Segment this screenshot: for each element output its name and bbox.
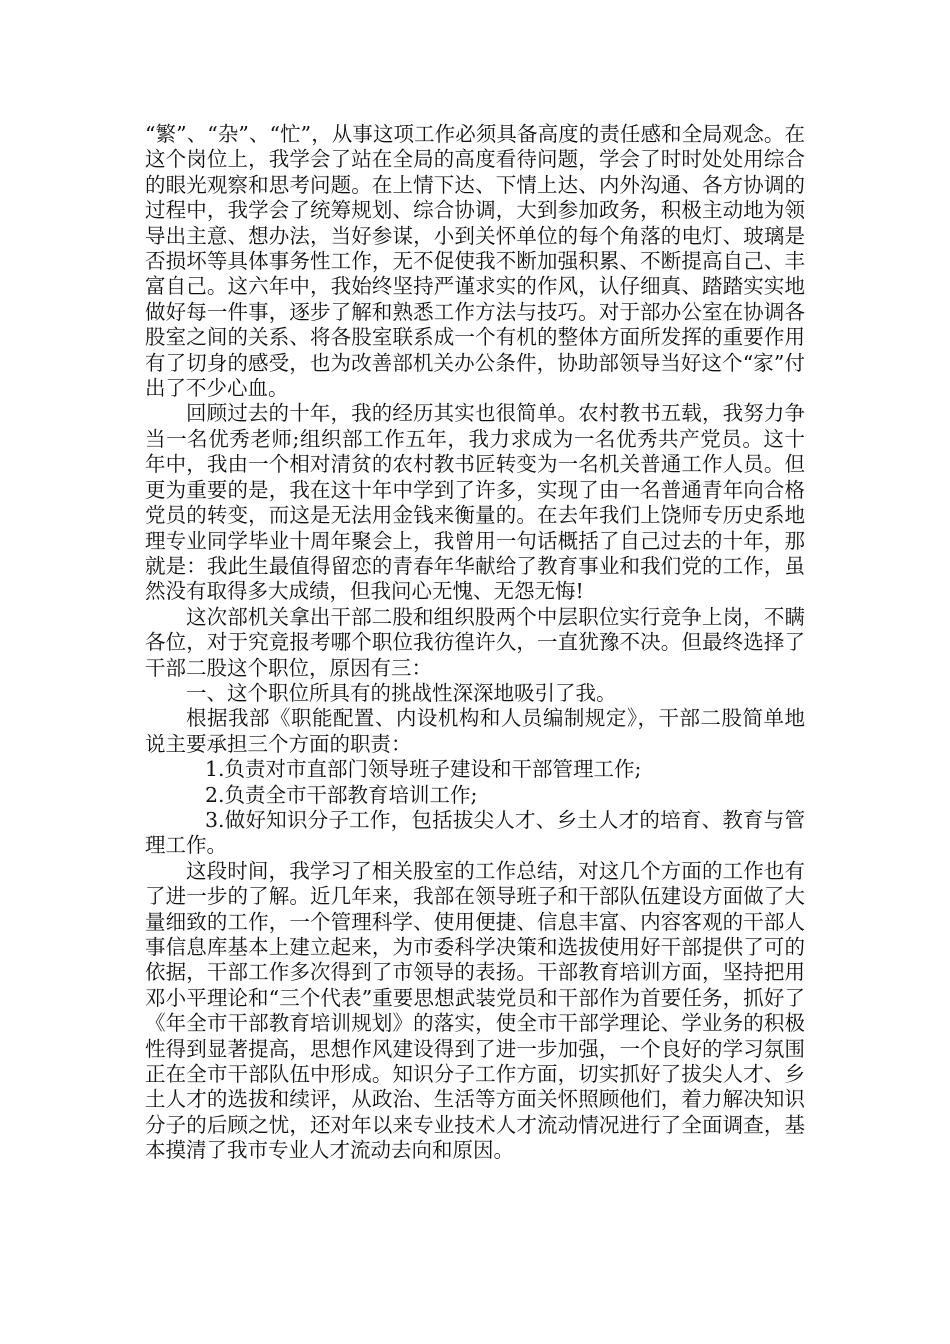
paragraph-office-duties: “繁”、“杂”、“忙”，从事这项工作必须具备高度的责任感和全局观念。在这个岗位上，我学会了站在全局的高度看待问题，学会了时时处处用综合的眼光观察和思考问题。在上情下达、下情上达、内外沟通、各方协调的过程中，我学会了统筹规划、综合协调，大到参加政务，积极主动地为领导出主意、想办法，当好参谋，小到关怀单位的每个角落的电灯、玻璃是否损坏等具体事务性工作，无不促使我不断加强积累、不断提高自己、丰富自己。这六年中，我始终坚持严谨求实的作风，认仔细真、踏踏实实地做好每一件事，逐步了解和熟悉工作方法与技巧。对于部办公室在协调各股室之间的关系、将各股室联系成一个有机的整体方面所发挥的重要作用有了切身的感受，也为改善部机关办公条件，协助部领导当好这个“家”付出了不少心血。 [145,122,805,401]
list-item-duty-1: 1.负责对市直部门领导班子建设和干部管理工作; [205,757,642,782]
paragraph-competition-intro: 这次部机关拿出干部二股和组织股两个中层职位实行竞争上岗，不瞒各位，对于究竟报考哪个职位我彷徨许久，一直犹豫不决。但最终选择了干部二股这个职位，原因有三： [145,604,805,680]
paragraph-duties-intro: 根据我部《职能配置、内设机构和人员编制规定》，干部二股简单地说主要承担三个方面的职责： [145,706,805,756]
paragraph-reason-one-heading: 一、这个职位所具有的挑战性深深地吸引了我。 [186,680,617,705]
list-item-duty-3: 3.做好知识分子工作，包括拔尖人才、乡土人才的培育、教育与管理工作。 [145,807,805,858]
paragraph-work-review: 这段时间，我学习了相关股室的工作总结，对这几个方面的工作也有了进一步的了解。近几年来，我部在领导班子和干部队伍建设方面做了大量细致的工作，一个管理科学、使用便捷、信息丰富、内容客观的干部人事信息库基本上建立起来，为市委科学决策和选拔使用好干部提供了可的依据，干部工作多次得到了市领导的表扬。干部教育培训方面，坚持把用邓小平理论和“三个代表”重要思想武装党员和干部作为首要任务，抓好了《年全市干部教育培训规划》的落实，使全市干部学理论、学业务的积极性得到显著提高，思想作风建设得到了进一步加强，一个良好的学习氛围正在全市干部队伍中形成。知识分子工作方面，切实抓好了拔尖人才、乡土人才的选拔和续评，从政治、生活等方面关怀照顾他们，着力解决知识分子的后顾之忧，还对年以来专业技术人才流动情况进行了全面调查，基本摸清了我市专业人才流动去向和原因。 [145,858,805,1163]
paragraph-past-ten-years: 回顾过去的十年，我的经历其实也很简单。农村教书五载，我努力争当一名优秀老师;组织部工作五年，我力求成为一名优秀共产党员。这十年中，我由一个相对清贫的农村教书匠转变为一名机关普通工作人员。但更为重要的是，我在这十年中学到了许多，实现了由一名普通青年向合格党员的转变，而这是无法用金钱来衡量的。在去年我们上饶师专历史系地理专业同学毕业十周年聚会上，我曾用一句话概括了自己过去的十年，那就是：我此生最值得留恋的青春年华献给了教育事业和我们党的工作，虽然没有取得多大成绩，但我问心无愧、无怨无悔! [145,401,805,604]
list-item-duty-2: 2.负责全市干部教育培训工作; [205,782,478,807]
document-body [145,122,805,1164]
